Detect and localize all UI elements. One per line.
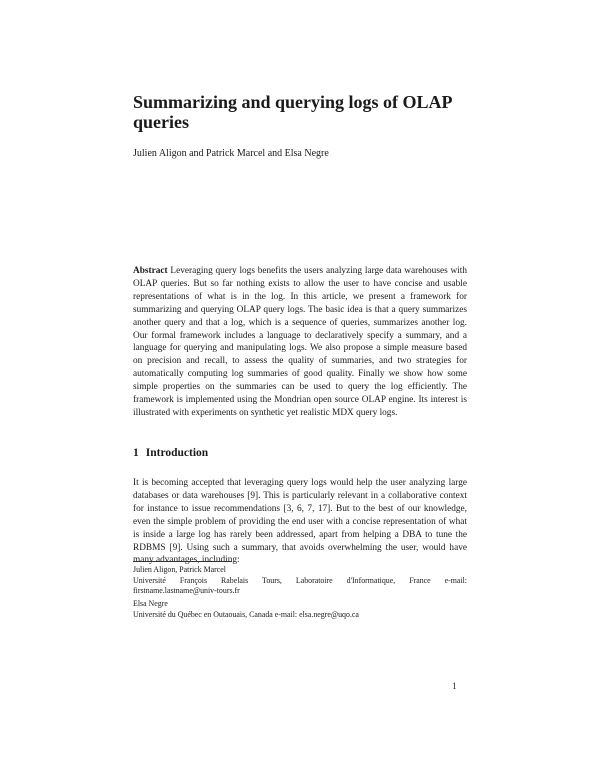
section-number: 1 xyxy=(133,447,139,459)
introduction-paragraph: It is becoming accepted that leveraging query logs would help the user analyzing large databases or data warehouses [9]. This is particularly relevant in a collaborative context for instance to issue recommendations [3, 6, 7, 17]. But to the best of our knowledge, even the simple problem of providing the end user with a concise representation of what is inside a large log has rarely been addressed, apart from helping a DBA to tune the RDBMS [9]. Using such a summary, that avoids overwhelming the user, would have many advantages, including: xyxy=(133,478,467,566)
page-number: 1 xyxy=(452,681,457,691)
paper-title: Summarizing and querying logs of OLAP queries xyxy=(133,92,452,132)
author-list: Julien Aligon and Patrick Marcel and Elsa Negre xyxy=(133,148,329,159)
footnote-divider xyxy=(133,561,232,562)
abstract-text: Leveraging query logs benefits the users analyzing large data warehouses with OLAP queries. But so far nothing exists to allow the user to have concise and usable representations of what is in the log. In this article, we present a framework for summarizing and querying OLAP query logs. The basic idea is that a query summarizes another query and that a log, which is a sequence of queries, summarizes another log. Our formal framework includes a language to declaratively specify a summary, and a language for querying and manipulating logs. We also propose a simple measure based on precision and recall, to assess the quality of summaries, and two strategies for automatically computing log summaries of good quality. Finally we show how some simple properties on the summaries can be used to query the log efficiently. The framework is implemented using the Mondrian open source OLAP engine. Its interest is illustrated with experiments on synthetic yet realistic MDX query logs. xyxy=(133,266,467,418)
footnote-affiliation-2 xyxy=(133,599,467,620)
footnote-names: Julien Aligon, Patrick Marcel xyxy=(133,565,226,574)
footnote-affiliation: Université du Québec en Outaouais, Canada e-mail: elsa.negre@uqo.ca xyxy=(133,609,359,619)
footnote-email: firstname.lastname@univ-tours.fr xyxy=(133,586,240,596)
footnote-affiliation-1 xyxy=(133,565,467,597)
section-title: Introduction xyxy=(145,447,209,459)
footnote-affiliation: Université François Rabelais Tours, Laboratoire d'Informatique, France e-mail: xyxy=(133,575,467,585)
footnote-names: Elsa Negre xyxy=(133,599,168,608)
abstract xyxy=(133,265,467,420)
abstract-label: Abstract xyxy=(133,266,168,276)
section-heading xyxy=(133,446,208,460)
